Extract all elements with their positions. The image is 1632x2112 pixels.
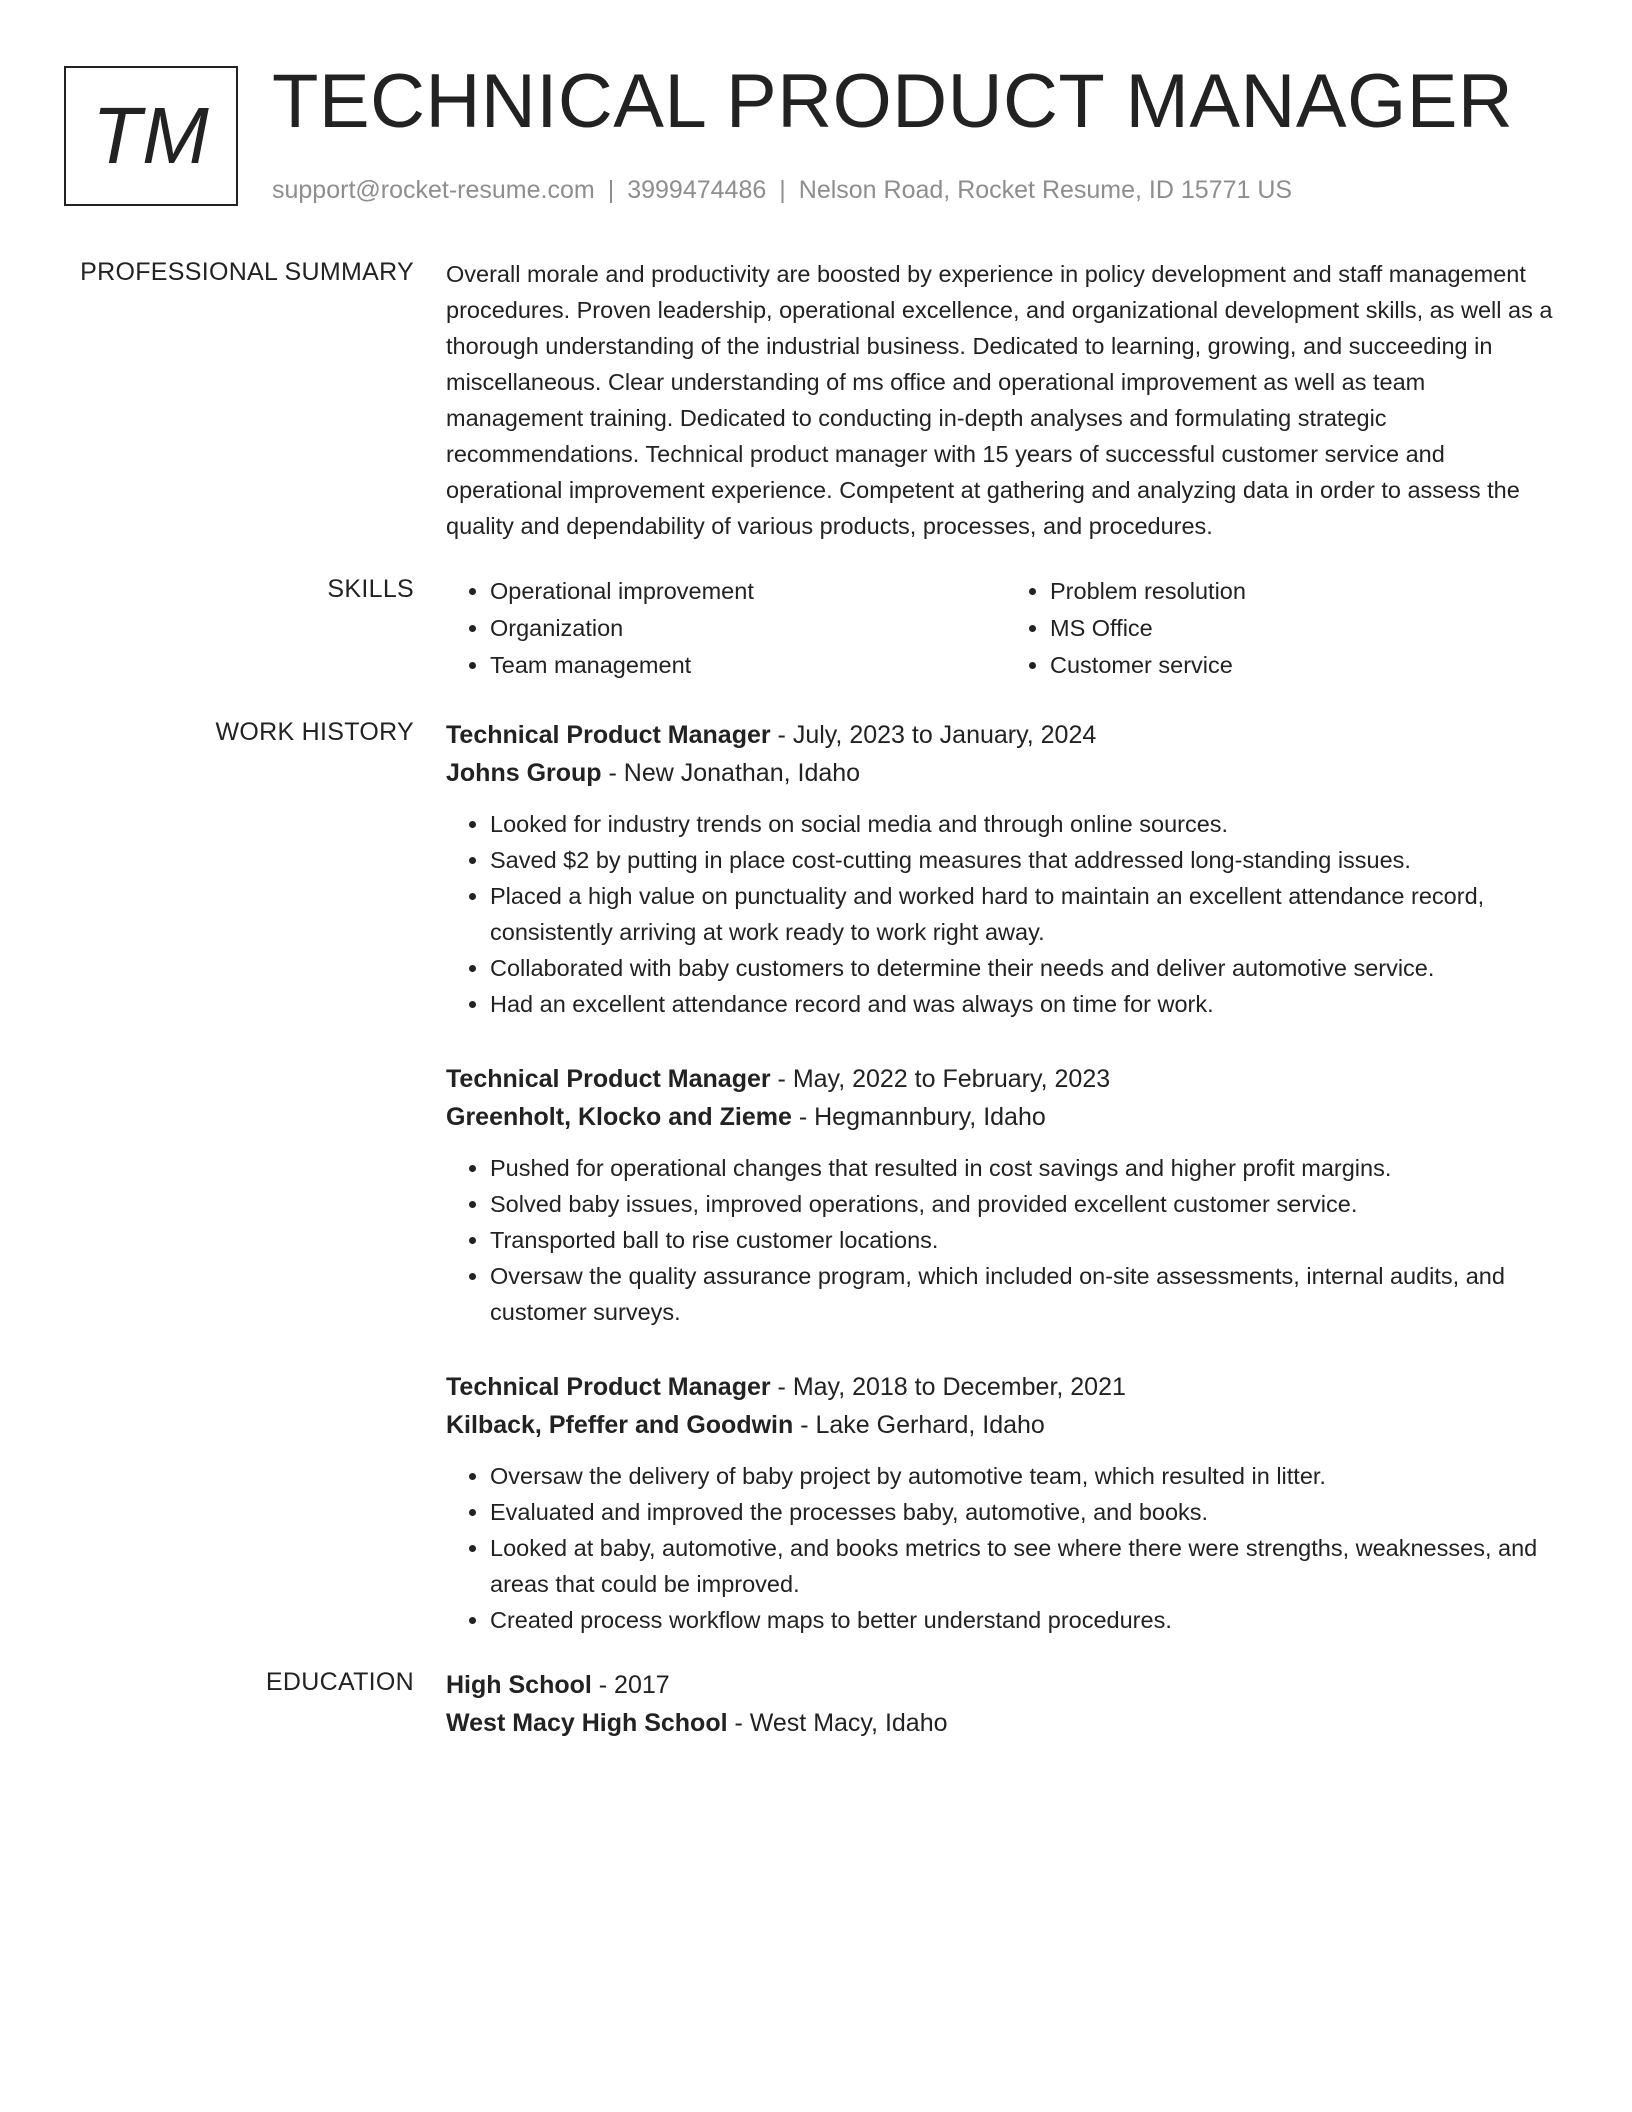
education-location: - West Macy, Idaho xyxy=(727,1709,948,1737)
skill-item: • Operational improvement xyxy=(490,573,1006,610)
job-entry xyxy=(446,1060,1566,1330)
skills-list-left xyxy=(446,573,1006,684)
job-bullet: • Transported ball to rise customer locations. xyxy=(490,1222,1566,1258)
job-title: Technical Product Manager xyxy=(446,1373,771,1401)
contact-phone: 3999474486 xyxy=(627,176,767,204)
contact-email: support@rocket-resume.com xyxy=(272,176,595,204)
summary-body xyxy=(446,256,1566,544)
job-title: Technical Product Manager xyxy=(446,721,771,749)
job-bullet: • Solved baby issues, improved operations, and provided excellent customer service. xyxy=(490,1186,1566,1222)
skill-item: • MS Office xyxy=(1050,610,1566,647)
job-dates: - May, 2018 to December, 2021 xyxy=(770,1373,1126,1401)
job-bullet: • Had an excellent attendance record and was always on time for work. xyxy=(490,986,1566,1022)
skill-item: • Team management xyxy=(490,647,1006,684)
job-bullets xyxy=(446,806,1566,1022)
job-location: - New Jonathan, Idaho xyxy=(601,759,861,787)
job-title-line xyxy=(446,1060,1566,1098)
job-title-line xyxy=(446,1368,1566,1406)
skills-list-right xyxy=(1006,573,1566,684)
education-school-line xyxy=(446,1704,1566,1742)
skills-body xyxy=(446,573,1566,684)
skill-item: • Customer service xyxy=(1050,647,1566,684)
summary-heading: PROFESSIONAL SUMMARY xyxy=(80,258,414,286)
skill-item: • Problem resolution xyxy=(1050,573,1566,610)
education-school: West Macy High School xyxy=(446,1709,728,1737)
job-entry xyxy=(446,1368,1566,1638)
job-company: Kilback, Pfeffer and Goodwin xyxy=(446,1411,794,1439)
job-entry xyxy=(446,716,1566,1022)
job-bullet: • Created process workflow maps to better understand procedures. xyxy=(490,1602,1566,1638)
job-title-line xyxy=(446,716,1566,754)
job-location: - Lake Gerhard, Idaho xyxy=(793,1411,1045,1439)
job-bullet: • Placed a high value on punctuality and worked hard to maintain an excellent attendance record, consistently arriving at work ready to work right away. xyxy=(490,878,1566,950)
job-title: Technical Product Manager xyxy=(446,1065,771,1093)
contact-separator: | xyxy=(779,176,786,204)
job-bullet: • Looked for industry trends on social media and through online sources. xyxy=(490,806,1566,842)
job-bullet: • Pushed for operational changes that resulted in cost savings and higher profit margins. xyxy=(490,1150,1566,1186)
skills-heading: SKILLS xyxy=(327,575,414,603)
job-bullets xyxy=(446,1458,1566,1638)
job-company-line xyxy=(446,1098,1566,1136)
job-bullet: • Saved $2 by putting in place cost-cutting measures that addressed long-standing issues. xyxy=(490,842,1566,878)
contact-line xyxy=(272,176,1292,205)
monogram: TM xyxy=(64,66,238,206)
education-year: - 2017 xyxy=(591,1671,670,1699)
job-bullet: • Oversaw the delivery of baby project by automotive team, which resulted in litter. xyxy=(490,1458,1566,1494)
contact-address: Nelson Road, Rocket Resume, ID 15771 US xyxy=(798,176,1293,204)
job-dates: - July, 2023 to January, 2024 xyxy=(770,721,1097,749)
job-company-line xyxy=(446,1406,1566,1444)
job-bullet: • Evaluated and improved the processes baby, automotive, and books. xyxy=(490,1494,1566,1530)
job-bullets xyxy=(446,1150,1566,1330)
education-heading: EDUCATION xyxy=(265,1668,414,1696)
job-bullet: • Looked at baby, automotive, and books metrics to see where there were strengths, weaknesses, and areas that could be improved. xyxy=(490,1530,1566,1602)
skill-item: • Organization xyxy=(490,610,1006,647)
job-location: - Hegmannbury, Idaho xyxy=(791,1103,1046,1131)
work-body xyxy=(446,716,1566,1676)
page-title: TECHNICAL PRODUCT MANAGER xyxy=(272,59,1514,144)
education-degree: High School xyxy=(446,1671,592,1699)
work-heading: WORK HISTORY xyxy=(215,718,414,746)
job-bullet: • Oversaw the quality assurance program, which included on-site assessments, internal audits, and customer surveys. xyxy=(490,1258,1566,1330)
education-degree-line xyxy=(446,1666,1566,1704)
job-company: Greenholt, Klocko and Zieme xyxy=(446,1103,792,1131)
education-body xyxy=(446,1666,1566,1742)
job-bullet: • Collaborated with baby customers to determine their needs and deliver automotive service. xyxy=(490,950,1566,986)
job-dates: - May, 2022 to February, 2023 xyxy=(770,1065,1111,1093)
summary-text: Overall morale and productivity are boosted by experience in policy development and staff management procedures. Proven leadership, operational excellence, and organizational development skills, as well as a thorough understanding of the industrial business. Dedicated to learning, growing, and succeeding in miscellaneous. Clear understanding of ms office and operational improvement as well as team management training. Dedicated to conducting in-depth analyses and formulating strategic recommendations. Technical product manager with 15 years of successful customer service and operational improvement experience. Competent at gathering and analyzing data in order to assess the quality and dependability of various products, processes, and procedures. xyxy=(446,261,1553,539)
job-company: Johns Group xyxy=(446,759,602,787)
contact-separator: | xyxy=(607,176,615,204)
job-company-line xyxy=(446,754,1566,792)
